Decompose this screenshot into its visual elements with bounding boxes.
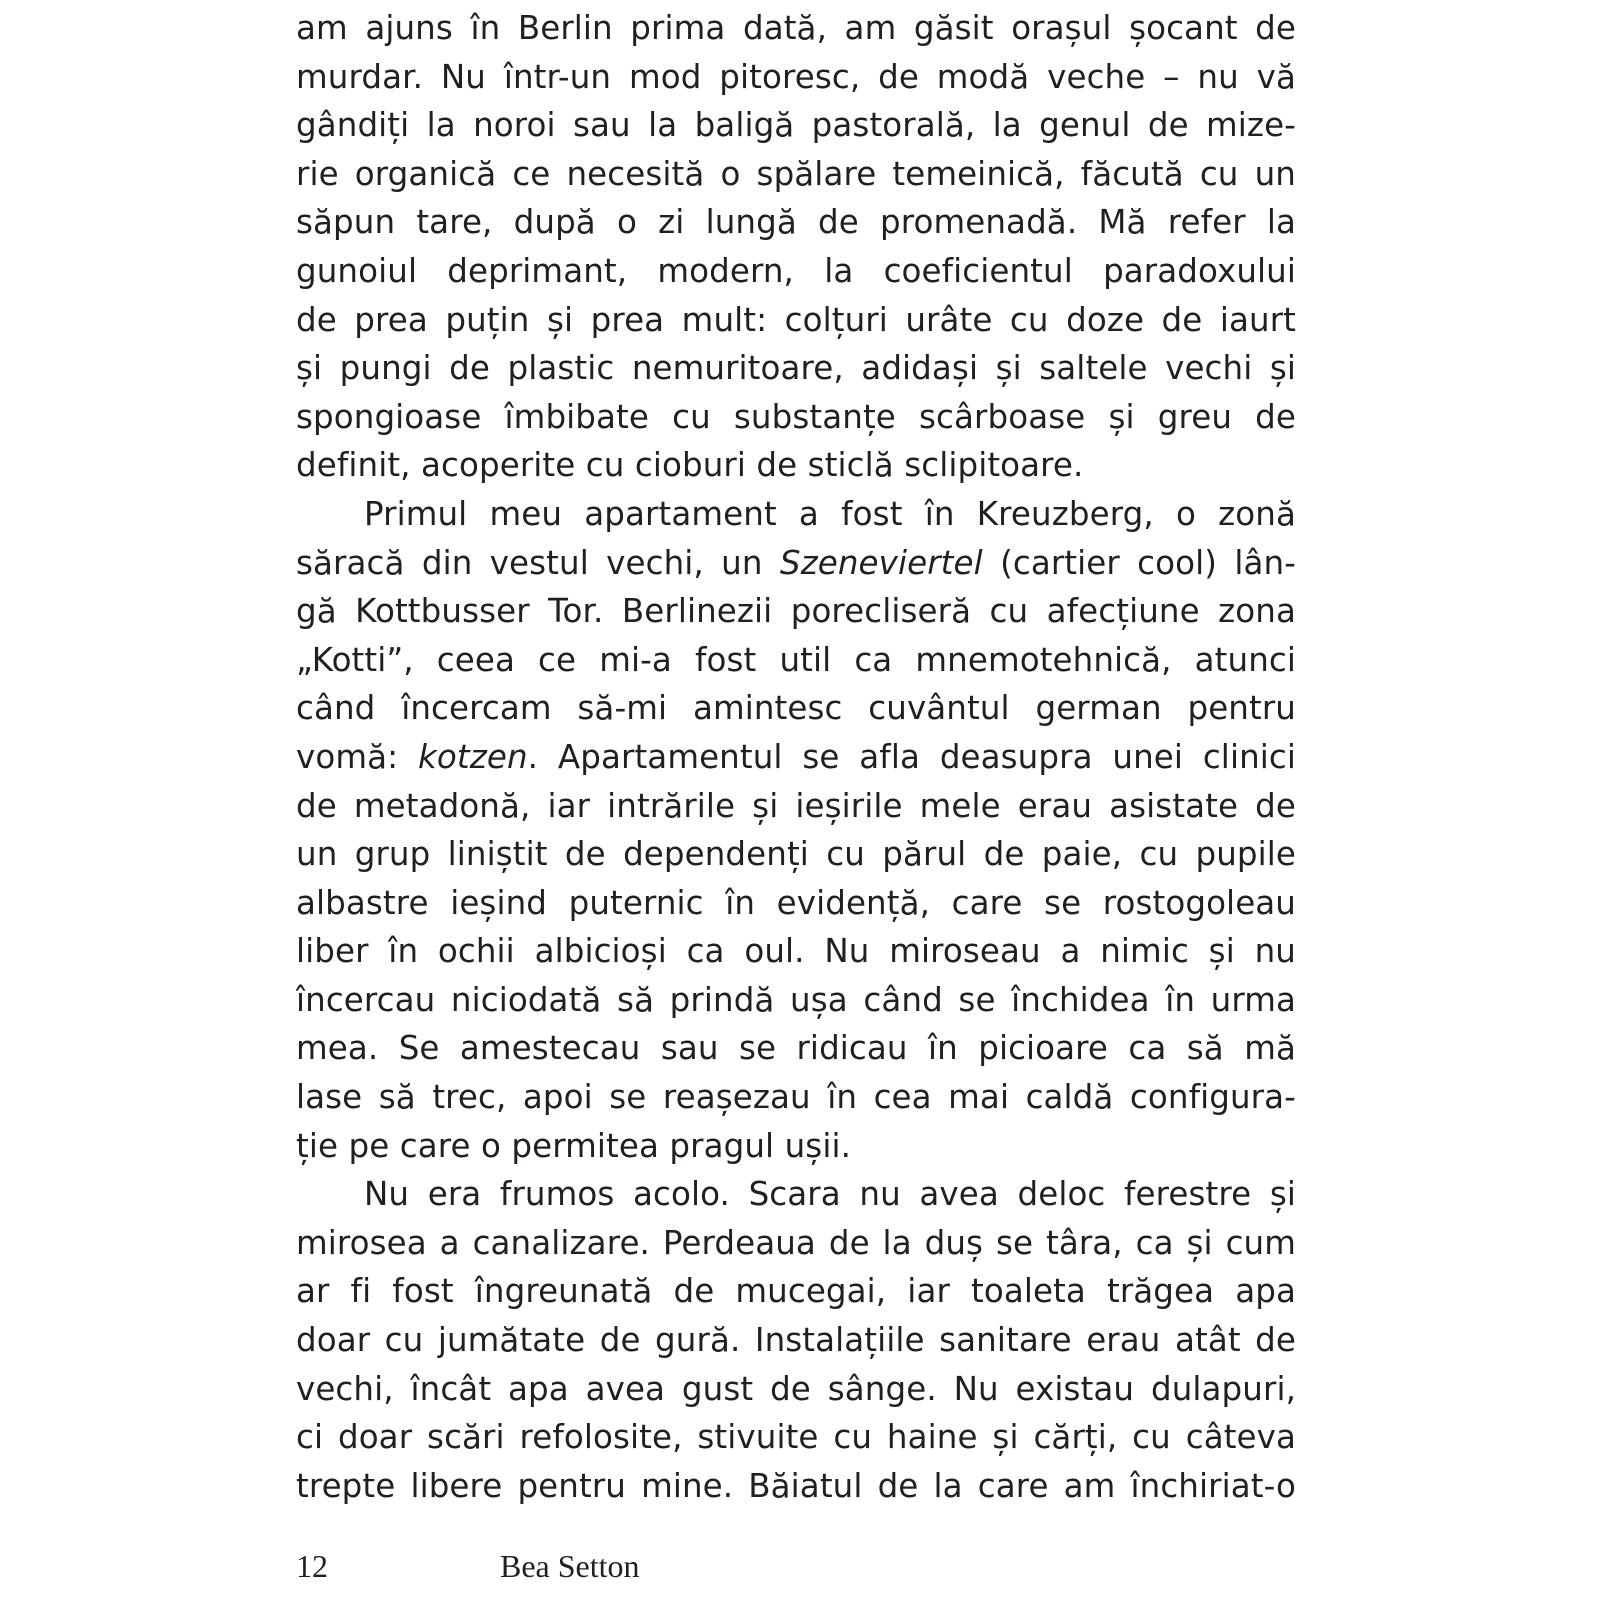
text-line: lase să trec, apoi se reașezau în cea mai caldă configura- [296, 1078, 1296, 1117]
italic-term: kotzen [417, 737, 528, 776]
text-line: gă Kottbusser Tor. Berlinezii porecliseră cu afecțiune zona [296, 592, 1296, 631]
text-line: albastre ieșind puternic în evidență, care se rostogoleau [296, 883, 1296, 922]
text-line: ție pe care o permitea pragul ușii. [296, 1126, 852, 1165]
text-line: spongioase îmbibate cu substanțe scârboase și greu de [296, 397, 1296, 436]
text-line: ar fi fost îngreunată de mucegai, iar toaleta trăgea apa [296, 1272, 1296, 1311]
text-line: rie organică ce necesită o spălare temeinică, făcută cu un [296, 154, 1296, 193]
text-line: vomă: kotzen. Apartamentul se afla deasupra unei clinici [296, 737, 1296, 776]
text-line: vechi, încât apa avea gust de sânge. Nu existau dulapuri, [296, 1369, 1296, 1408]
text-line: gândiți la noroi sau la baligă pastorală, la genul de mize- [296, 106, 1296, 145]
text-line: liber în ochii albicioși ca oul. Nu miroseau a nimic și nu [296, 932, 1296, 971]
running-footer-author: Bea Setton [500, 1548, 640, 1584]
page-footer [296, 1546, 1196, 1590]
text-line: și pungi de plastic nemuritoare, adidași și saltele vechi și [296, 349, 1296, 388]
text-line: săracă din vestul vechi, un Szeneviertel (cartier cool) lân- [296, 543, 1296, 582]
text-line: mea. Se amestecau sau se ridicau în picioare ca să mă [296, 1029, 1296, 1068]
text-line: doar cu jumătate de gură. Instalațiile sanitare erau atât de [296, 1321, 1296, 1360]
text-line: mirosea a canalizare. Perdeaua de la duș se târa, ca și cum [296, 1223, 1296, 1262]
text-line: Primul meu apartament a fost în Kreuzberg, o zonă [364, 494, 1296, 533]
text-line: gunoiul deprimant, modern, la coeficientul paradoxului [296, 251, 1296, 290]
text-line: Nu era frumos acolo. Scara nu avea deloc ferestre și [364, 1175, 1296, 1214]
text-line: când încercam să-mi amintesc cuvântul german pentru [296, 689, 1296, 728]
page-number: 12 [296, 1548, 328, 1584]
text-line: de metadonă, iar intrările și ieșirile mele erau asistate de [296, 786, 1296, 825]
text-line: ci doar scări refolosite, stivuite cu haine și cărți, cu câteva [296, 1418, 1296, 1457]
text-line: un grup liniștit de dependenți cu părul de paie, cu pupile [296, 835, 1296, 874]
text-line: am ajuns în Berlin prima dată, am găsit orașul șocant de [296, 9, 1296, 47]
italic-term: Szeneviertel [779, 543, 983, 582]
text-line: „Kotti”, ceea ce mi-a fost util ca mnemotehnică, atunci [296, 640, 1296, 679]
text-line: murdar. Nu într-un mod pitoresc, de modă veche – nu vă [296, 57, 1296, 96]
text-line: trepte libere pentru mine. Băiatul de la care am închiriat-o [296, 1466, 1296, 1505]
text-line: săpun tare, după o zi lungă de promenadă. Mă refer la [296, 203, 1296, 242]
text-line: definit, acoperite cu cioburi de sticlă sclipitoare. [296, 446, 1084, 485]
text-line: de prea puțin și prea mult: colțuri urâte cu doze de iaurt [296, 300, 1296, 339]
body-text [296, 4, 1296, 1510]
text-line: încercau niciodată să prindă ușa când se închidea în urma [296, 980, 1296, 1019]
